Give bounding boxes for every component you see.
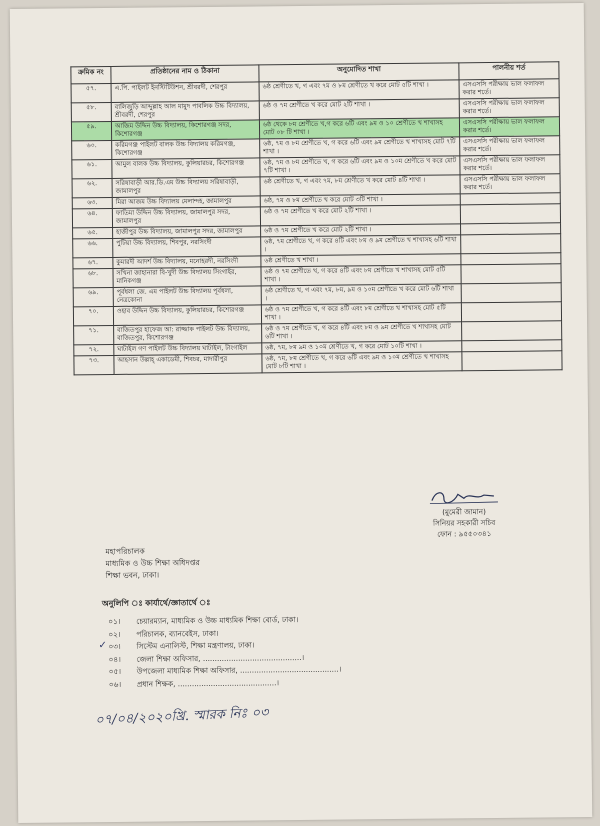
cell-serial: ৫৯. [71,121,111,140]
copy-to-item-number: ০২। [108,629,121,639]
signatory-name: (মুমেরী জামান) [442,507,486,517]
cell-branch: ৬ষ্ঠ ও ৭ম শ্রেণীতে খ করে মোট ২টি শাখা । [260,205,460,226]
cell-condition: এসএসসি পরীক্ষায় ভাল ফলাফল করার শর্তে। [460,155,560,175]
cell-serial: ৬৪. [72,208,112,227]
cell-serial: ৭২. [74,344,114,355]
copy-to-title: অনুলিপি ঃ কার্যার্থে/জ্ঞাতার্থে ঃ [101,597,211,609]
cell-serial: ৬৬. [73,238,113,257]
cell-branch: ৬ষ্ঠ, ৭ম, ৮ম শ্রেণীতে খ, গ করে ৬টি এবং ৯ম ও ১০ম শ্রেণীতে খ শাখাসহ মোট ৮টি শাখা । [262,352,462,373]
cell-condition: এসএসসি পরীক্ষায় ভাল ফলাফল করার শর্তে। [459,98,559,118]
signature-mark [414,486,514,507]
copy-to-item-text: প্রধান শিক্ষক, ..........................................। [136,677,280,689]
cell-branch: ৬ষ্ঠ ও ৭ম শ্রেণীতে খ করে মোট ২টি শাখা । [259,99,459,120]
cell-institution: আহসান উল্লাহ্ একাডেমী, শিবচর, মাদারীপুর [114,354,262,375]
cell-serial: ৫৮. [71,102,111,121]
copy-to-list [98,614,342,691]
cell-branch: ৬ষ্ঠ ও ৭ম শ্রেণীতে খ, গ করে ৪টি এবং ৮ম শ্রেণীতে খ শাখাসহ মোট ৫টি শাখা । [261,303,461,324]
table-row [74,351,562,375]
cell-serial: ৬৫. [73,227,113,238]
cell-serial: ৬৩. [72,197,112,208]
cell-condition [461,234,561,254]
cell-branch: ৬ষ্ঠ, ৭ম ও ৮ম শ্রেণীতে খ করে মোট ৩টি শাখা । [260,194,460,207]
copy-to-item-text: জেলা শিক্ষা অফিসার, ..........................................। [136,652,305,664]
cell-branch: ৬ষ্ঠ ও ৭ম শ্রেণীতে খ করে মোট ২টি শাখা । [261,224,461,237]
cell-serial: ৬০. [72,140,112,159]
cell-condition [460,204,560,224]
header-serial: ক্রমিক নং [71,66,111,83]
copy-to-item-number: ০৫। [108,666,121,677]
cell-branch: ৬ষ্ঠ শ্রেণীতে খ, গ এবং ৭ম, ৮ম শ্রেণীতে খ করে মোট ৪টি শাখা । [260,175,460,196]
recipient-line-2: মাধ্যমিক ও উচ্চ শিক্ষা অধিদপ্তর [105,558,200,569]
cell-condition [462,351,562,371]
cell-branch: ৬ষ্ঠ, ৭ম, ৮ম ৯ম ও ১০ম শ্রেণীতে খ, গ করে মোট ১০টি শাখা । [262,341,462,354]
cell-condition: এসএসসি পরীক্ষায় ভাল ফলাফল করার শর্তে। [460,174,560,194]
cell-branch: ৬ষ্ঠ, ৭ম ও ৮ম শ্রেণীতে খ, গ করে ৬টি এবং ৯ম শ্রেণীতে খ শাখাসহ মোট ৭টি শাখা । [260,137,460,158]
branch-approval-table [70,61,562,375]
cell-branch: ৬ষ্ঠ থেকে ৮ম শ্রেণীতে খ,গ করে ৬টি এবং ৯ম ও ১০ শ্রেণীতে খ শাখাসহ মোট ০৮ টি শাখা । [259,118,459,139]
cell-condition: এসএসসি পরীক্ষায় ভাল ফলাফল করার শর্তে। [459,117,559,137]
table-body [71,79,562,375]
cell-institution: পুটিয়া উচ্চ বিদ্যালয়, শিবপুর, নরসিংদী [113,237,261,258]
cell-institution: আজিম উদ্দিন উচ্চ বিদ্যালয়, কিশোরগঞ্জ সদর, কিশোরগঞ্জ [111,120,259,141]
cell-institution: আমুল বালক উচ্চ বিদ্যালয়, কুলিয়ারচর, কিশোরগঞ্জ [112,158,260,179]
cell-institution: ফাতিমা উদ্দিন উচ্চ বিদ্যালয়, জামালপুর সদর, জামালপুর [112,207,260,228]
copy-to-item-number: ০৬। [108,679,122,689]
header-condition: পালনীয় শর্ত [459,62,559,80]
cell-institution: বাজিতপুর হাফেজ আ: রাজ্জাক পাইলট উচ্চ বিদ্যালয়, বাজিতপুর, কিশোরগঞ্জ [114,324,262,345]
copy-to-item-text: চেয়ারম্যান, মাধ্যমিক ও উচ্চ মাধ্যমিক শিক্ষা বোর্ড, ঢাকা। [136,615,299,626]
cell-serial: ৬৮. [73,268,113,287]
cell-institution: পূর্বধলা জে. এম পাইলট উচ্চ বিদ্যালয় পূর্বধলা, নেত্রকোনা [113,286,261,307]
copy-to-item [109,676,342,691]
cell-condition [462,321,562,341]
copy-to-item-text: উপজেলা মাধ্যমিক শিক্ষা অফিসার, ..........................................। [136,664,342,676]
cell-serial: ৭৩. [74,355,114,374]
header-institution: প্রতিষ্ঠানের নাম ও ঠিকানা [111,65,259,84]
recipient-block [105,545,200,582]
cell-condition: এসএসসি পরীক্ষায় ভাল ফলাফল করার শর্তে। [460,136,560,156]
signatory-title: সিনিয়র সহকারী সচিব [432,517,496,528]
handwritten-note: ০৭/০৪/২০২০খ্রি. স্মারক নিঃ ০৩ [94,705,269,729]
cell-branch: ৬ষ্ঠ শ্রেণীতে খ, গ এবং ৭ম, ৮ম, ৯ম ও ১০ম শ্রেণীতে খ করে মোট ৬টি শাখা । [261,284,461,305]
header-branch: অনুমোদিত শাখা [259,63,459,82]
recipient-line-1: মহাপরিচালক [105,546,145,557]
cell-serial: ৭০. [73,306,113,325]
cell-serial: ৬৭. [73,257,113,268]
cell-institution: হাজীপুর উচ্চ বিদ্যালয়, জামালপুর সদর, জামালপুর [113,226,261,239]
handwritten-check-icon: ✓ [98,640,107,652]
copy-to-item-text: পরিচালক, ব্যানবেইস, ঢাকা। [136,628,219,639]
cell-branch: ৬ষ্ঠ ও ৭ম শ্রেণীতে খ, গ করে ৪টি এবং ৮ম শ্রেণীতে খ শাখাসহ মোট ৫টি শাখা । [261,265,461,286]
cell-branch: ৬ষ্ঠ, ৭ম শ্রেণীতে খ, গ করে ৪টি এবং ৮ম ও ৯ম শ্রেণীতে খ শাখাসহ ৬টি শাখা । [261,235,461,256]
cell-institution: মিরা আজম উচ্চ বিদ্যালয় মেলান্দহ, জামালপুর [112,196,260,209]
cell-condition: এসএসসি পরীক্ষায় ভাল ফলাফল করার শর্তে। [459,79,559,99]
cell-condition [461,264,561,284]
cell-institution: কুমারদী আদর্শ উচ্চ বিদ্যালয়, মনোহরদী, নরসিংদী [113,256,261,269]
signatory-phone: ফোন : ৯৫৫০৩৪১ [437,529,492,539]
cell-branch: ৬ষ্ঠ শ্রেণীতে খ শাখা । [261,254,461,267]
cell-serial: ৬৯. [73,287,113,306]
recipient-line-3: শিক্ষা ভবন, ঢাকা। [105,570,160,581]
cell-serial: ৫৭. [71,83,111,102]
signature-block [389,486,540,541]
cell-condition [461,302,561,322]
copy-to-item [109,664,342,679]
copy-to-item-text: সিস্টেম এনালিস্ট, শিক্ষা মন্ত্রণালয়, ঢাকা। [136,640,255,651]
cell-institution: বালিজুড়ি আব্দুল্লাহ আল মামুদ পাবলিক উচ্চ বিদ্যালয়, শ্রীবরদী, শেরপুর [111,101,259,122]
cell-serial: ৭১. [74,325,114,344]
copy-to-item-number: ০৪। [108,654,121,664]
cell-branch: ৬ষ্ঠ ও ৭ম শ্রেণীতে খ, গ করে ৪টি এবং ৮ম ও ৯ম শ্রেণীতে খ শাখাসহ মোট ৬টি শাখা । [262,322,462,343]
cell-institution: সখিনা জাহানারা বি-খুদী উচ্চ বিদ্যালয় সিংগাইর, মানিকগঞ্জ [113,267,261,288]
document-page [10,3,592,823]
copy-to-item-number: ০১। [108,616,121,627]
cell-institution: এ.পি. পাইলট ইনস্টিটিউশন, শ্রীবরদী, শেরপুর [111,82,259,103]
cell-institution: ঘাটাইল গণ পাইলট উচ্চ বিদ্যালয় ঘাটাইল, টাংগাইল [114,343,262,356]
cell-institution: সরিষাবাড়ী আর.ডি.এম উচ্চ বিদ্যালয় সরিষাবাড়ী, জামালপুর [112,177,260,198]
cell-condition [461,283,561,303]
cell-serial: ৬২. [72,178,112,197]
cell-branch: ৬ষ্ঠ, ৭ম ও ৮ম শ্রেণীতে খ, গ করে ৬টি এবং ৯ম ও ১০ম শ্রেণীতে খ করে মোট ৭টি শাখা । [260,156,460,177]
cell-institution: করিমগঞ্জ পাইলট বালক উচ্চ বিদ্যালয় করিমগঞ্জ, কিশোরগঞ্জ [112,139,260,160]
copy-to-item-number: ০৩। [108,641,121,652]
cell-serial: ৬১. [72,159,112,178]
cell-branch: ৬ষ্ঠ শ্রেণীতে খ, গ এবং ৭ম ও ৮ম শ্রেণীতে খ করে মোট ৫টি শাখা । [259,80,459,101]
cell-institution: ওহাব উদ্দিন উচ্চ বিদ্যালয়, কুলিয়ারচর, কিশোরগঞ্জ [113,305,261,326]
